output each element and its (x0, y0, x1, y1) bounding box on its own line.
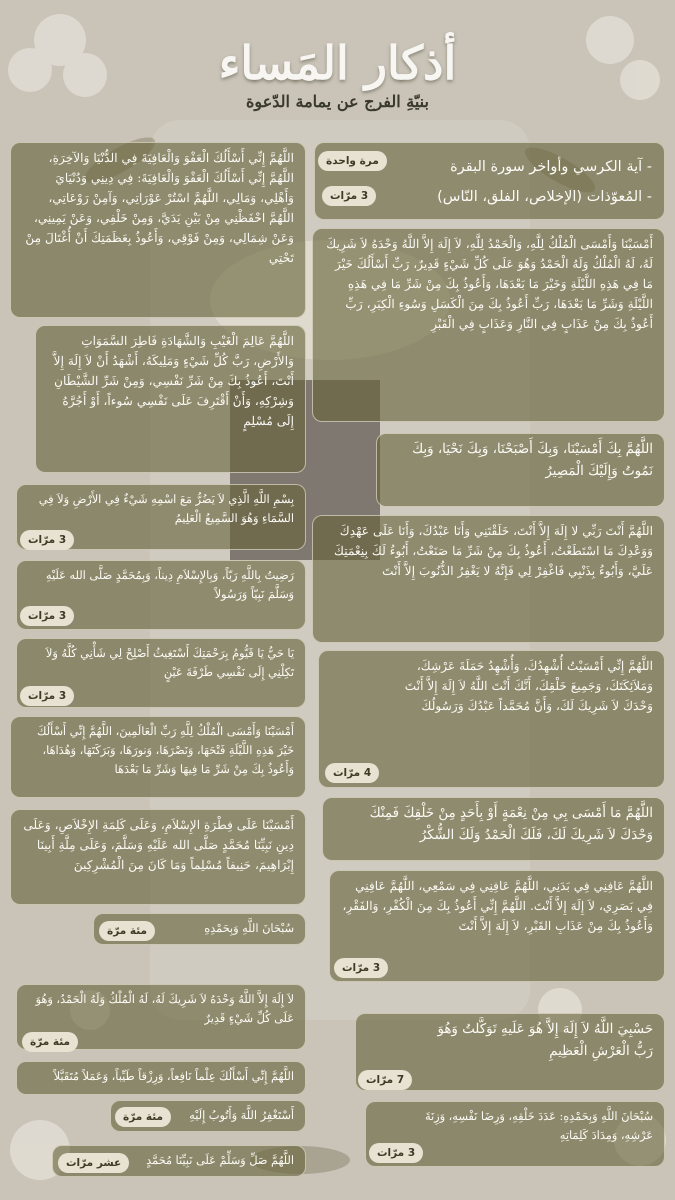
count-badge: عشر مرّات (58, 1153, 129, 1173)
page-title: أذكار المَساء (218, 36, 457, 90)
dhikr-text: اللَّهُمَّ صَلِّ وَسَلِّمْ عَلَى نَبِيِّنَا مُحَمَّدٍ (146, 1154, 294, 1167)
dhikr-text: بِسْمِ اللَّهِ الَّذِي لاَ يَضُرُّ مَعَ اسْمِهِ شَيْءٌ فِي الأَرْضِ وَلاَ فِي السَّمَاءِ وَهُوَ السَّمِيعُ الْعَلِيمُ (38, 493, 294, 525)
dhikr-text: أَمْسَيْنَا وَأَمْسَى الْمُلْكُ لِلَّهِ رَبِّ الْعَالَمِينَ، اللَّهُمَّ إِنِّي أَسْأَلُكَ خَيْرَ هَذِهِ اللَّيْلَةِ فَتْحَهَا، وَنَصْرَهَا، وَنورَهَا، وَبَرَكَتَهَا، وَهُدَاهَا، وَأَعُوذُ بِكَ مِنْ شَرِّ مَا فِيهَا وَشَرِّ مَا بَعْدَهَا (37, 725, 294, 776)
dhikr-card (312, 228, 665, 422)
count-badge: 3 مرّات (20, 530, 74, 550)
dhikr-card (312, 515, 665, 643)
dhikr-card (10, 809, 306, 905)
dhikr-text: سُبْحَانَ اللَّهِ وَبِحَمْدِهِ (204, 922, 294, 935)
count-badge: 3 مرّات (334, 958, 388, 978)
dhikr-text: اللَّهُمَّ إِنِّي أَسْأَلُكَ الْعَفْوَ وَالْعَافِيَةَ فِي الدُّنْيَا وَالآخِرَةِ، اللَّهُمَّ إِنِّي أَسْأَلُكَ الْعَفْوَ وَالْعَافِيَةَ: فِي دِينِي وَدُنْيَايَ وَأَهْلِي، وَمَالِي، اللَّهُمَّ اسْتُرْ عَوْرَاتِي، وَآمِنْ رَوْعَاتِي، اللَّهُمَّ احْفَظْنِي مِنْ بَيْنِ يَدَيَّ، وَمِنْ خَلْفِي، وَعَنْ يَمِينِي، وَعَنْ شِمَالِي، وَمِنْ فَوْقِي، وَأَعُوذُ بِعَظَمَتِكَ أَنْ أُغْتَالَ مِنْ تَحْتِي (25, 151, 294, 265)
dhikr-text: اللَّهُمَّ إِنِّي أَسْأَلُكَ عِلْماً نَافِعاً، وَرِزْقاً طَيِّباً، وَعَمَلاً مُتَقَبَّلاً (53, 1070, 294, 1083)
dhikr-text: أَسْتَغْفِرُ اللَّهَ وَأَتُوبُ إِلَيْهِ (189, 1109, 294, 1122)
dhikr-text: أَمْسَيْنَا وَأَمْسَى الْمُلْكُ لِلَّهِ، وَالْحَمْدُ لِلَّهِ، لاَ إِلَهَ إِلاَّ اللَّهُ وَحْدَهُ لاَ شَرِيكَ لَهُ، لَهُ الْمُلْكُ وَلَهُ الْحَمْدُ وَهُوَ عَلَى كُلِّ شَيْءٍ قَدِيرٌ، رَبِّ أَسْأَلُكَ خَيْرَ مَا فِي هَذِهِ اللَّيْلَةِ وَخَيْرَ مَا بَعْدَهَا، وَأَعُوذُ بِكَ مِنْ شَرِّ مَا فِي هَذِهِ اللَّيْلَةِ وَشَرِّ مَا بَعْدَهَا، رَبِّ أَعُوذُ بِكَ مِنَ الْكَسَلِ وَسُوءِ الْكِبَرِ، رَبِّ أَعُوذُ بِكَ مِنْ عَذَابٍ فِي النَّارِ وَعَذَابٍ فِي الْقَبْرِ (326, 237, 653, 331)
dhikr-card (10, 142, 306, 318)
dhikr-card (35, 325, 306, 473)
dhikr-card (10, 716, 306, 798)
count-badge: مئة مرّة (115, 1107, 171, 1127)
dhikr-text: اللَّهُمَّ أَنْتَ رَبِّي لا إِلَهَ إِلاَّ أَنْتَ، خَلَقْتَنِي وَأَنَا عَبْدُكَ، وَأَنَا عَلَى عَهْدِكَ وَوَعْدِكَ مَا اسْتَطَعْتُ، أَعُوذُ بِكَ مِنْ شَرِّ مَا صَنَعْتُ، أَبُوءُ لَكَ بِنِعْمَتِكَ عَلَيَّ، وَأَبُوءُ بِذَنْبِي فَاغْفِرْ لِي فَإِنَّهُ لا يَغْفِرُ الذُّنُوبَ إِلاَّ أَنْتَ (334, 524, 653, 578)
dhikr-text: يَا حَيُّ يَا قَيُّومُ بِرَحْمَتِكَ أَسْتَغِيثُ أَصْلِحْ لِي شَأْنِي كُلَّهُ وَلاَ تَكِلْنِي إِلَى نَفْسِي طَرْفَةَ عَيْنٍ (45, 647, 294, 679)
count-badge: 4 مرّات (325, 763, 379, 783)
dhikr-text: اللَّهُمَّ عَافِنِي فِي بَدَنِي، اللَّهُمَّ عَافِنِي فِي سَمْعِي، اللَّهُمَّ عَافِنِي فِي بَصَرِي، لاَ إِلَهَ إِلاَّ أَنْتَ. اللَّهُمَّ إِنِّي أَعُوذُ بِكَ مِنَ الْكُفْرِ، وَالفَقْرِ، وَأَعُوذُ بِكَ مِنْ عَذَابِ القَبْرِ، لاَ إِلَهَ إِلاَّ أَنْتَ (342, 879, 653, 933)
count-badge: 3 مرّات (322, 186, 376, 206)
dhikr-text: حَسْبِيَ اللَّهُ لاَ إِلَهَ إِلاَّ هُوَ عَلَيهِ تَوَكَّلتُ وَهُوَ رَبُّ الْعَرْشِ الْعَظِيمِ (437, 1022, 653, 1059)
page-subtitle: بنيّةِ الفرج عن يمامة الدّعوة (246, 92, 429, 111)
list-item: - آية الكرسي وأواخر سورة البقرة (450, 159, 652, 175)
list-item: - المُعوّذات (الإخلاص، الفلق، النّاس) (437, 189, 652, 205)
dhikr-text: اللَّهُمَّ عَالِمَ الْغَيْبِ وَالشَّهَادَةِ فَاطِرَ السَّمَوَاتِ وَالأَرْضِ، رَبَّ كُلِّ شَيْءٍ وَمَلِيكَهُ، أَشْهَدُ أَنْ لاَ إِلَهَ إِلاَّ أَنْتَ، أَعُوذُ بِكَ مِنْ شَرِّ نَفْسِي، وَمِنْ شَرِّ الشَّيْطَانِ وَشِرْكِهِ، وَأَنْ أَقْتَرِفَ عَلَى نَفْسِي سُوءاً، أَوْ أَجُرَّهُ إِلَى مُسْلِمٍ (53, 334, 294, 428)
dhikr-text: اللَّهُمَّ إِنِّي أَمْسَيْتُ أُشْهِدُكَ، وَأُشْهِدُ حَمَلَةَ عَرْشِكَ، وَمَلاَئِكَتَكَ، وَجَمِيعَ خَلْقِكَ، أَنَّكَ أَنْتَ اللَّهُ لاَ إِلَهَ إِلاَّ أَنْتَ وَحْدَكَ لاَ شَرِيكَ لَكَ، وَأَنَّ مُحَمَّداً عَبْدُكَ وَرَسُولُكَ (404, 659, 653, 713)
count-badge: مئة مرّة (22, 1032, 78, 1052)
count-badge: 7 مرّات (358, 1070, 412, 1090)
dhikr-text: أَمْسَيْنَا عَلَى فِطْرَةِ الإِسْلاَمِ، وَعَلَى كَلِمَةِ الإِخْلاَصِ، وَعَلَى دِينِ نَبِيِّنَا مُحَمَّدٍ صَلَّى الله عَلَيْهِ وَسَلَّمَ، وَعَلَى مِلَّةِ أَبِينَا إِبْرَاهِيمَ، حَنِيفاً مُسْلِماً وَمَا كَانَ مِنَ الْمُشْرِكِينَ (23, 818, 294, 872)
dhikr-card (376, 433, 665, 507)
count-badge: 3 مرّات (20, 686, 74, 706)
count-badge: مئة مرّة (99, 921, 155, 941)
count-badge: 3 مرّات (369, 1143, 423, 1163)
dhikr-text: اللَّهُمَّ مَا أَمْسَى بِي مِنْ نِعْمَةٍ أَوْ بِأَحَدٍ مِنْ خَلْقِكَ فَمِنْكَ وَحْدَكَ لاَ شَرِيكَ لَكَ، فَلَكَ الْحَمْدُ وَلَكَ الشُّكْرُ (369, 806, 653, 843)
dhikr-text: رَضِيتُ بِاللَّهِ رَبّاً، وَبِالإِسْلاَمِ دِيناً، وَبِمُحَمَّدٍ صَلَّى الله عَلَيْهِ وَسَلَّمَ نَبِيّاً وَرَسُولاً (45, 569, 294, 601)
count-badge: مرة واحدة (318, 151, 387, 171)
dhikr-text: سُبْحَانَ اللَّهِ وَبِحَمْدِهِ: عَدَدَ خَلْقِهِ، وَرِضَا نَفْسِهِ، وَزِنَةَ عَرْشِهِ، وَمِدَادَ كَلِمَاتِهِ (424, 1110, 653, 1142)
dhikr-text: لاَ إِلَهَ إِلاَّ اللَّهُ وَحْدَهُ لاَ شَرِيكَ لَهُ، لَهُ الْمُلْكُ وَلَهُ الْحَمْدُ، وَهُوَ عَلَى كُلِّ شَيْءٍ قَدِيرٌ (35, 993, 294, 1025)
count-badge: 3 مرّات (20, 606, 74, 626)
dhikr-card (16, 1061, 306, 1095)
dhikr-card (322, 797, 665, 861)
dhikr-text: اللَّهُمَّ بِكَ أَمْسَيْنَا، وَبِكَ أَصْبَحْنَا، وَبِكَ نَحْيَا، وَبِكَ نَمُوتُ وَإِلَيْكَ الْمَصِيرُ (412, 442, 653, 479)
